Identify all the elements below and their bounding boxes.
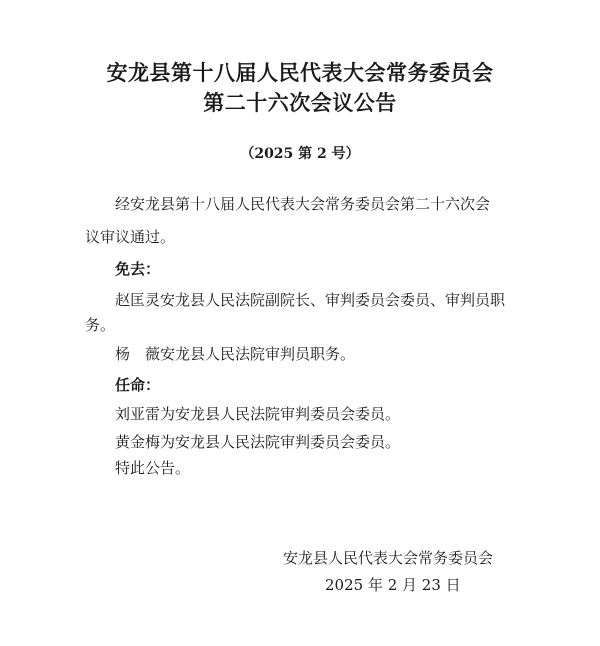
removal-item-1-line-1: 赵匡灵安龙县人民法院副院长、审判委员会委员、审判员职 <box>115 291 506 309</box>
removal-item-1-line-2: 务。 <box>85 316 116 334</box>
appointment-heading: 任命： <box>115 376 161 394</box>
intro-line-1: 经安龙县第十八届人民代表大会常务委员会第二十六次会 <box>115 195 491 213</box>
closing-text: 特此公告。 <box>115 459 191 477</box>
appointment-item-2: 黄金梅为安龙县人民法院审判委员会委员。 <box>115 433 401 451</box>
removal-item-2: 杨 薇安龙县人民法院审判员职务。 <box>115 345 356 363</box>
appointment-item-1: 刘亚雷为安龙县人民法院审判委员会委员。 <box>115 405 401 423</box>
intro-line-2: 议审议通过。 <box>85 228 176 246</box>
issue-date: 2025 年 2 月 23 日 <box>325 576 461 594</box>
title-line-2: 第二十六次会议公告 <box>203 90 397 115</box>
removal-heading: 免去： <box>115 260 161 278</box>
document-number: （2025 第 2 号） <box>240 146 360 162</box>
title-line-1: 安龙县第十八届人民代表大会常务委员会 <box>106 60 494 85</box>
issuer-name: 安龙县人民代表大会常务委员会 <box>283 549 494 567</box>
